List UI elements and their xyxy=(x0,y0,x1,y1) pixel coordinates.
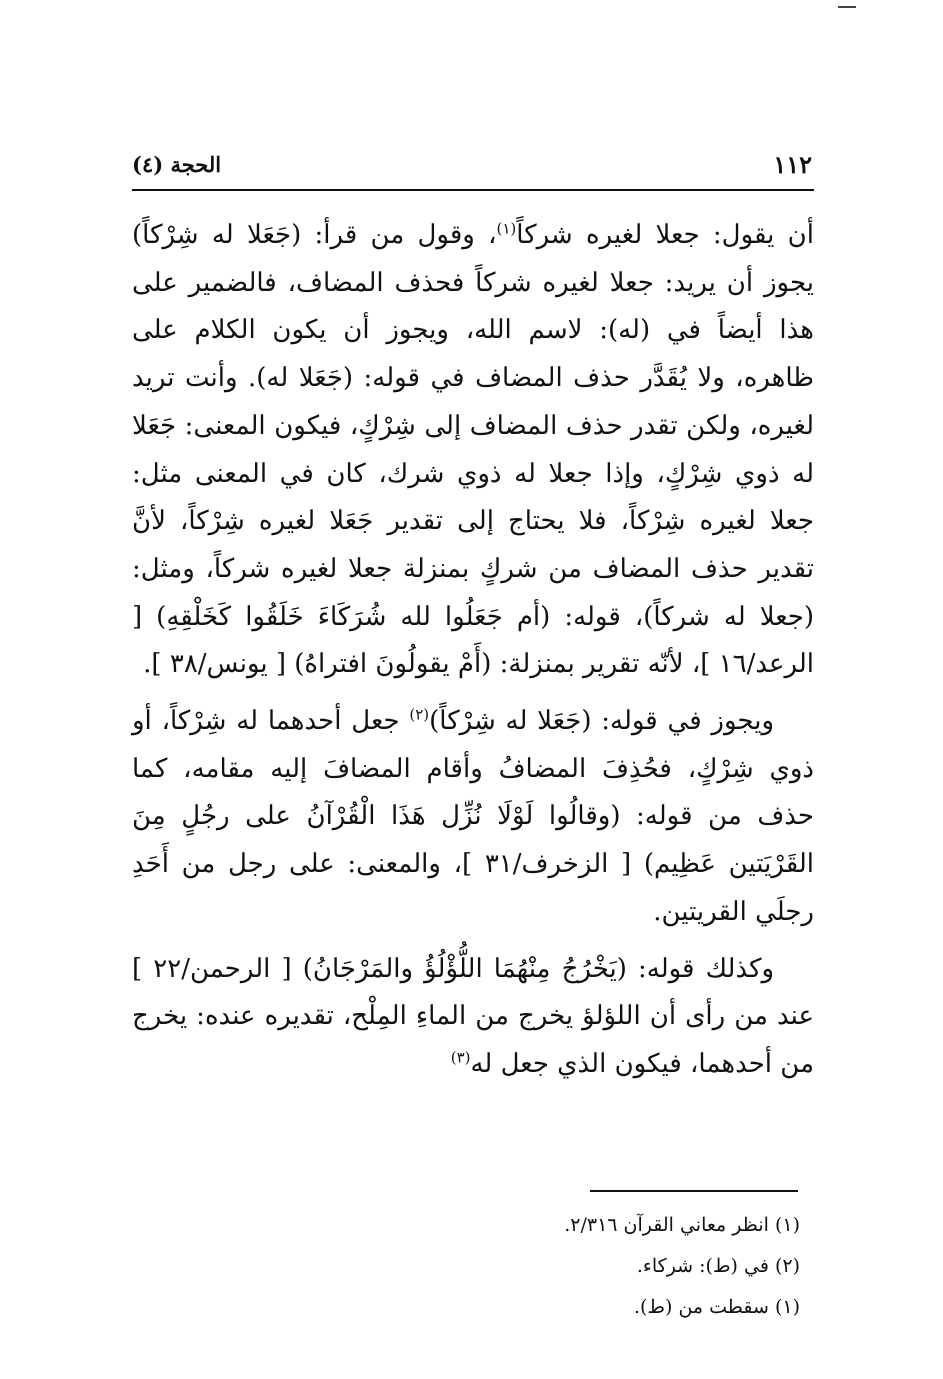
footnote-2: (٢) في (ط): شركاء. xyxy=(636,1255,800,1277)
running-title: الحجة (٤) xyxy=(132,152,222,177)
header-divider xyxy=(132,189,814,191)
paragraph-1 xyxy=(132,212,814,689)
paragraph-text: جعل أحدهما له شِرْكاً، أو ذوي شِرْكٍ، فحُذِفَ المضافُ وأقام المضافَ إليه مقامه، كما حذف من قوله: (وقالُوا لَوْلَا نُزِّل هَذَا الْقُرْآنُ على رجُلٍ مِنَ القَرْيَتين عَظِيم) [ الزخرف/٣١ ]، والمعنى: على رجل من أَحَدِ رجلَي القريتين. xyxy=(132,706,814,927)
scan-mark xyxy=(838,6,856,8)
footnote-1: (١) انظر معاني القرآن ٢/٣١٦. xyxy=(564,1214,800,1236)
page-number: ١١٢ xyxy=(773,150,812,179)
footnotes xyxy=(400,1205,800,1328)
paragraph-text: وكذلك قوله: (يَخْرُجُ مِنْهُمَا اللُّؤْلُؤُ والمَرْجَانُ) [ الرحمن/٢٢ ] عند من رأى أن اللؤلؤ يخرج من الماءِ المِلْح، تقديره عنده: يخرج من أحدهما، فيكون الذي جعل له xyxy=(132,953,814,1079)
paragraph-text: ، وقول من قرأ: (جَعَلا له شِرْكاً) يجوز أن يريد: جعلا لغيره شركاً فحذف المضاف، فالضمير على هذا أيضاً في (له): لاسم الله، ويجوز أن يكون الكلام على ظاهره، ولا يُقَدَّر حذف المضاف في قوله: (جَعَلا له). وأنت تريد لغيره، ولكن تقدر حذف المضاف إلى شِرْكٍ، فيكون المعنى: جَعَلا له ذوي شِرْكٍ، وإذا جعلا له ذوي شرك، كان في المعنى مثل: جعلا لغيره شِرْكاً، فلا يحتاج إلى تقدير جَعَلا لغيره شِرْكاً، لأنَّ تقدير حذف المضاف من شركٍ بمنزلة جعلا لغيره شركاً، ومثل: (جعلا له شركاً)، قوله: (أم جَعَلُوا لله شُرَكَاءَ خَلَقُوا كَخَلْقِهِ) [ الرعد/١٦ ]، لأنّه تقرير بمنزلة: (أَمْ يقولُونَ افتراهُ) [ يونس/٣٨ ]. xyxy=(132,220,814,680)
paragraph-text: أن يقول: جعلا لغيره شركاً xyxy=(516,220,814,250)
footnote-reference: (١) xyxy=(496,219,517,238)
main-text xyxy=(132,212,814,1098)
footnote-reference: (٢) xyxy=(409,705,430,724)
footnote-reference: (٣) xyxy=(450,1048,471,1067)
paragraph-3 xyxy=(132,946,814,1089)
page-header xyxy=(132,150,812,190)
footnote-3: (١) سقطت من (ط). xyxy=(633,1296,800,1318)
footnote-divider xyxy=(590,1190,798,1192)
paragraph-2 xyxy=(132,698,814,937)
paragraph-text: ويجوز في قوله: (جَعَلا له شِرْكاً) xyxy=(429,706,774,737)
